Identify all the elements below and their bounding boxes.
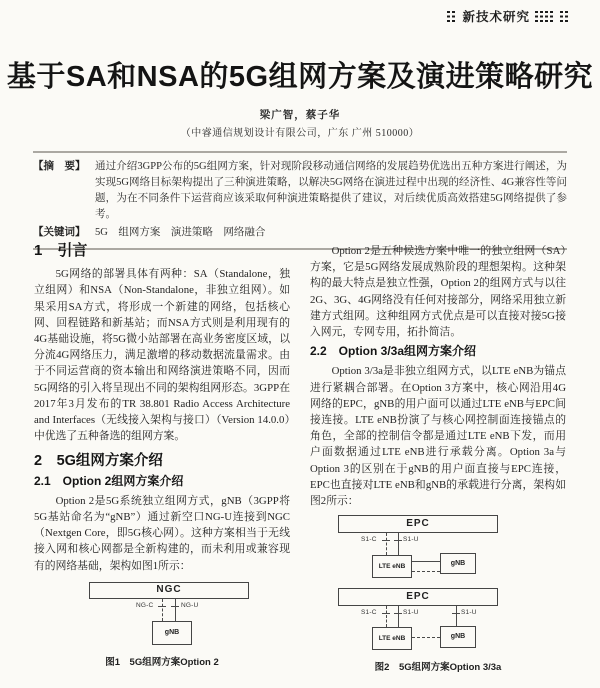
deco-bars-icon [447,11,457,22]
fig2-xn-dashed-link-option3 [412,571,440,572]
fig2-gnb-box-option3a: gNB [440,626,476,648]
fig2-gnb-box-option3: gNB [440,553,476,574]
fig2-s1u-gnb-label-option3a: S1-U [461,609,477,617]
journal-section-title: 新技术研究 [462,10,530,24]
fig2-s1u-label-option3a: S1-U [403,609,419,617]
section-2-1-paragraph: Option 2是5G系统独立组网方式，gNB（3GPP将5G基站命名为“gNB”）通过新空口NG-U连接到NGC（Nextgen Core，即5G核心网）。这种方案相当于无线接入网和核心网都是全新构建的，而未利用或兼容现有的网络基础，架构如图1所示： [34,494,290,572]
figure-1-caption: 图1 5G组网方案Option 2 [105,656,219,668]
fig2-s1c-label-option3: S1-C [361,536,377,544]
figure-2-diagram [310,515,566,651]
section-1-paragraph: 5G网络的部署具体有两种：SA（Standalone，独立组网）和NSA（Non-Standalone，非独立组网）。如果采用SA方式，将形成一个新建的网络，包括核心网、回程链路和新基站；而NSA方式则是利用现有的4G基础设施，将5G微小站部署在高业务密度区域，以分流4G网络压力，满足激增的移动数据流量需求。由于不同运营商的资本输出和网络演进策略不同，因而5G网络的引入将呈现出不同的架构组网形态。3GPP在2017年3月发布的TR 38.801 Radio Access Architecture and Interfaces（无线接入架构与接口）（Version 14.0.0）中优选了五种备选的组网方案。 [34,268,290,443]
section-2-2-paragraph: Option 3/3a是非独立组网方式，以LTE eNB为锚点进行紧耦合部署。在Option 3方案中，核心网沿用4G网络的EPC，gNB的用户面可以通过LTE eNB与EPC间接连接。LTE eNB扮演了与核心网控制面连接锚点的角色，全部的控制信令都是通过LTE eNB下发，而用户面数据通过LTE eNB进行承载分离。Option 3a与Option 3的区别在于gNB的用户面直接与EPC连接，EPC也直接对LTE eNB和gNB的承载进行分离，架构如图2所示： [310,365,566,508]
fig2-s1c-line-option3a [386,606,387,627]
fig1-interface-tick [171,606,179,607]
fig2-s1u-label-option3: S1-U [403,536,419,544]
section-2-1-heading: 2.1 Option 2组网方案介绍 [34,473,184,488]
fig2-interface-tick [382,540,390,541]
fig2-epc-box-option3a: EPC [338,588,498,606]
fig1-ngu-user-line [175,599,176,621]
fig1-gnb-box: gNB [152,621,192,645]
section-2-1-paragraph-2: Option 2是五种候选方案中唯一的独立组网（SA）方案，它是5G网络发展成熟阶段的理想架构。这种架构的最大特点是独立性强，Option 2的组网方式与以往2G、3G、4G网络没有任何对接部分，网络采用独立新建方式组网。这种组网方式优点是可以直接对接5G接入网元，专网专用，拓扑简洁。 [310,245,566,339]
fig2-s1u-line-option3 [398,533,399,555]
paper-affiliation: （中睿通信规划设计有限公司，广东 广州 510000） [180,128,420,139]
fig2-xn-solid-link-option3 [412,561,440,562]
paper-authors: 梁广智，蔡子华 [259,110,341,121]
fig1-ngu-interface-label: NG-U [181,601,199,609]
deco-bars-icon [535,11,555,22]
left-column [34,243,290,671]
section-2-heading: 2 5G组网方案介绍 [34,453,163,470]
abstract-row [33,159,567,223]
keywords-text: 5G 组网方案 演进策略 网络融合 [95,227,266,238]
fig1-ngc-control-line [162,599,163,621]
section-2-2-heading: 2.2 Option 3/3a组网方案介绍 [310,344,477,359]
fig2-s1u-gnb-line-option3a [456,606,457,626]
fig2-lte-enb-box-option3a: LTE eNB [372,627,412,650]
right-column [310,243,566,676]
fig2-interface-tick [394,613,402,614]
fig2-s1c-line-option3 [386,533,387,555]
fig2-xn-dashed-link-option3a [412,637,440,638]
paper-title: 基于SA和NSA的5G组网方案及演进策略研究 [6,61,594,93]
fig2-interface-tick [394,540,402,541]
journal-section-tag [447,7,570,25]
abstract-text: 通过介绍3GPP公布的5G组网方案，针对现阶段移动通信网络的发展趋势优选出五种方案进行阐述，为实现5G网络目标架构提出了三种演进策略，以解决5G网络在演进过程中出现的经济性、4G兼容性等问题，为在不同条件下运营商应该采取何种演进策略提供了建议，对后续优质高效搭建5G网络提供了参考。 [95,161,567,220]
fig1-ngc-box: NGC [89,582,249,599]
figure-1-diagram [34,582,290,646]
fig2-epc-box-option3: EPC [338,515,498,533]
figure-2-caption: 图2 5G组网方案Option 3/3a [374,662,502,674]
fig2-interface-tick [452,613,460,614]
fig2-lte-enb-box-option3: LTE eNB [372,555,412,578]
fig2-s1c-label-option3a: S1-C [361,609,377,617]
fig2-interface-tick [382,613,390,614]
abstract-label: 【摘 要】 [33,161,86,172]
section-1-heading: 1 引言 [34,242,88,259]
fig2-s1u-line-option3a [398,606,399,627]
abstract-block [33,151,567,250]
fig1-interface-tick [158,606,166,607]
fig1-ngc-interface-label: NG-C [136,601,154,609]
deco-bars-icon [560,11,570,22]
keywords-row [33,225,567,241]
keywords-label: 【关键词】 [33,227,86,238]
